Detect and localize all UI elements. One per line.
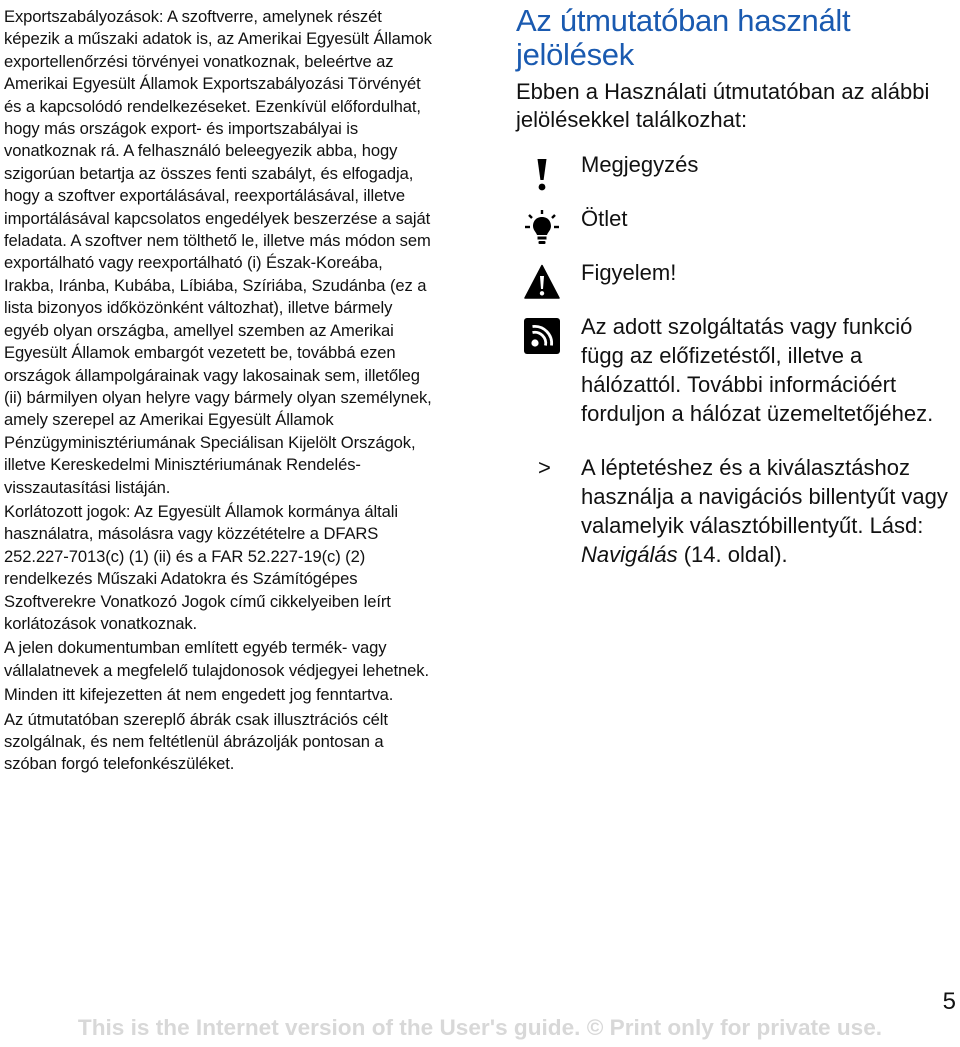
legend-label-tip: Ötlet (581, 206, 628, 231)
legend-item-warning (516, 258, 960, 287)
symbols-legend (516, 150, 960, 594)
lightbulb-icon (524, 210, 560, 246)
legend-label-warning: Figyelem! (581, 260, 677, 285)
legend-item-operator (516, 312, 960, 428)
rights-reserved-paragraph: Minden itt kifejezetten át nem engedett jog fenntartva. (4, 685, 394, 705)
navigation-text: A léptetéshez és a kiválasztáshoz használja a navigációs billentyűt vagy valamelyik választóbillentyűt. Lásd: (581, 455, 948, 538)
legend-item-navigation (516, 453, 960, 569)
operator-signal-icon (524, 318, 560, 354)
illustrations-paragraph: Az útmutatóban szereplő ábrák csak illusztrációs célt szolgálnak, és nem feltétlenül ábrázolják pontosan a szóban forgó telefonkészüléket. (4, 709, 388, 774)
symbols-section (516, 4, 960, 134)
exclamation-icon (524, 156, 560, 192)
legend-item-tip (516, 204, 960, 233)
export-regulations-paragraph: Exportszabályozások: A szoftverre, amelynek részét képezik a műszaki adatok is, az Amerikai Egyesült Államok exportellenőrzési törvényei vonatkoznak, beleértve az Amerikai Egyesült Államok Exportszabályozási Törvényét és a kapcsolódó rendelkezéseket. Ezenkívül előfordulhat, hogy más országok export- és importszabályai is vonatkoznak rá. A felhasználó beleegyezik abba, hogy szigorúan betartja az összes fenti szabályt, és elfogadja, hogy a szoftver exportálásával, reexportálásával, illetve importálásával kapcsolatos engedélyek beszerzése a saját feladata. A szoftver nem tölthető le, illetve más módon sem exportálható vagy reexportálható (i) Észak-Koreába, Irakba, Iránba, Kubába, Líbiába, Szíriába, Szudánba (ez a lista bizonyos időközönként változhat), illetve bármely egyéb olyan országba, amellyel szemben az Amerikai Egyesült Államok embargót vezetett be, továbbá ezen országok állampolgárainak vagy lakosainak sem, illetőleg (ii) bármilyen olyan helyre vagy bármely olyan személynek, amely szerepel az Amerikai Egyesült Államok Pénzügyminisztériumának Speciálisan Kijelölt Országok, illetve Kereskedelmi Minisztériumának Rendelés-visszautasítási listáján. (4, 7, 432, 497)
navigation-symbol: > (538, 455, 551, 480)
legend-item-note (516, 150, 960, 179)
warning-triangle-icon (524, 264, 560, 300)
section-intro: Ebben a Használati útmutatóban az alábbi jelölésekkel találkozhat: (516, 79, 930, 132)
footer-notice: This is the Internet version of the User's guide. © Print only for private use. (77, 1015, 883, 1040)
trademarks-paragraph: A jelen dokumentumban említett egyéb termék- vagy vállalatnevek a megfelelő tulajdonosok védjegyei lehetnek. (4, 638, 429, 680)
legend-label-operator: Az adott szolgáltatás vagy funkció függ az előfizetéstől, illetve a hálózattól. További információért forduljon a hálózat üzemeltetőjéhez. (581, 314, 934, 426)
section-title: Az útmutatóban használt jelölések (516, 3, 851, 72)
navigation-page-reference: (14. oldal). (677, 542, 788, 567)
legal-text-column (4, 6, 436, 778)
restricted-rights-paragraph: Korlátozott jogok: Az Egyesült Államok kormánya általi használatra, másolásra vagy közzétételre a DFARS 252.227-7013(c) (1) (ii) és a FAR 52.227-19(c) (2) rendelkezés Műszaki Adatokra és Számítógépes Szoftverekre Vonatkozó Jogok című cikkelyeiben leírt korlátozások vonatkoznak. (4, 501, 398, 633)
legend-label-note: Megjegyzés (581, 152, 699, 177)
navigation-reference: Navigálás (581, 542, 678, 567)
page-number: 5 (942, 988, 956, 1015)
